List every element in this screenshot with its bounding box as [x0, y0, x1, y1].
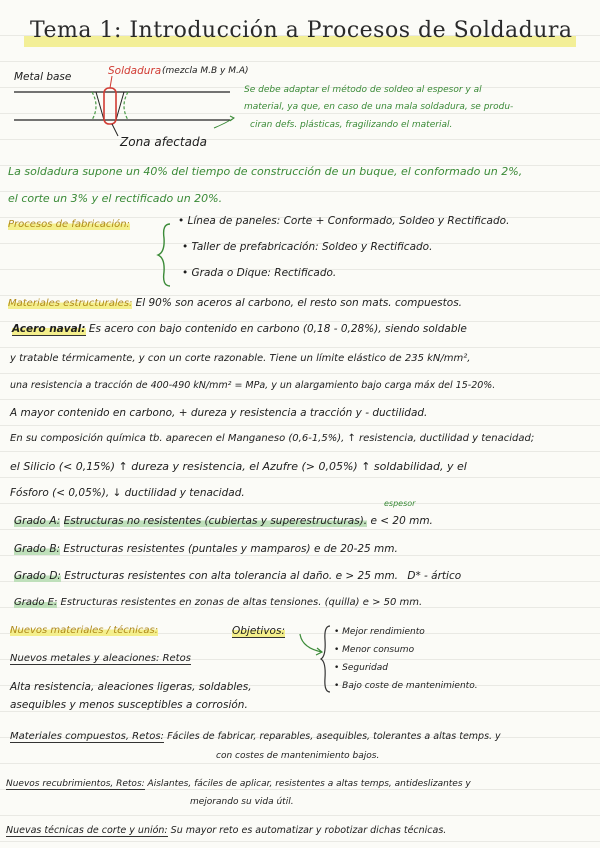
- mezcla-label: (mezcla M.B y M.A): [162, 66, 249, 76]
- procesos-heading: [8, 220, 130, 230]
- diagram-note-line-2: material, ya que, en caso de una mala soldadura, se produ-: [244, 102, 514, 112]
- objetivos-brace-icon: [320, 624, 334, 694]
- objetivo-3-text: Seguridad: [342, 663, 388, 673]
- objetivo-2-text: Menor consumo: [342, 645, 415, 655]
- soldadura-label: Soldadura: [108, 65, 162, 77]
- grado-b-text: Estructuras resistentes (puntales y mamparos) e de 20-25 mm.: [63, 543, 398, 555]
- metales-line-2: asequibles y menos susceptibles a corrosión.: [10, 699, 248, 711]
- corte-text: Su mayor reto es automatizar y robotizar dichas técnicas.: [170, 825, 447, 836]
- recubrimientos-heading: Nuevos recubrimientos, Retos:: [6, 779, 145, 789]
- proceso-item-3-text: Grada o Dique: Rectificado.: [191, 267, 337, 279]
- espesor-note: espesor: [384, 499, 416, 508]
- proceso-item-2: • Taller de prefabricación: Soldeo y Rectificado.: [182, 241, 433, 253]
- compuestos-heading: Materiales compuestos, Retos:: [10, 731, 164, 742]
- zona-afectada-label: Zona afectada: [120, 135, 207, 149]
- objetivo-4-text: Bajo coste de mantenimiento.: [342, 681, 478, 691]
- proceso-item-3: • Grada o Dique: Rectificado.: [182, 267, 337, 279]
- acero-line-6: el Silicio (< 0,15%) ↑ dureza y resistencia, el Azufre (> 0,05%) ↑ soldabilidad, y el: [10, 460, 467, 473]
- grado-e-text: Estructuras resistentes en zonas de altas tensiones. (quilla) e > 50 mm.: [60, 597, 423, 608]
- corte-row: [6, 826, 446, 836]
- compuestos-row: [10, 732, 501, 742]
- acero-line-3: una resistencia a tracción de 400-490 kN/mm² = MPa, y un alargamiento bajo carga máx del 15-20%.: [10, 380, 496, 391]
- materiales-heading-rest: El 90% son aceros al carbono, el resto son mats. compuestos.: [135, 297, 462, 309]
- materiales-heading: Materiales estructurales:: [8, 298, 133, 309]
- grado-a-extra: e < 20 mm.: [370, 515, 433, 527]
- materiales-heading-row: [8, 298, 462, 309]
- diagram-note-line-1: Se debe adaptar el método de soldeo al espesor y al: [244, 85, 482, 95]
- recubrimientos-line-2: mejorando su vida útil.: [190, 797, 294, 807]
- grado-b-row: [14, 544, 398, 555]
- grado-d-text: Estructuras resistentes con alta tolerancia al daño. e > 25 mm.: [64, 570, 399, 582]
- grado-a-label: Grado A:: [14, 515, 61, 527]
- objetivo-4: • Bajo coste de mantenimiento.: [334, 681, 478, 691]
- acero-line-2: y tratable térmicamente, y con un corte razonable. Tiene un límite elástico de 235 kN/mm²,: [10, 353, 471, 364]
- metales-heading: Nuevos metales y aleaciones: Retos: [10, 653, 191, 664]
- compuestos-line-2: con costes de mantenimiento bajos.: [216, 751, 380, 761]
- grado-a-row: [14, 516, 433, 527]
- page-title: Tema 1: Introducción a Procesos de Soldadura: [30, 18, 573, 43]
- metales-line-1: Alta resistencia, aleaciones ligeras, soldables,: [10, 681, 252, 693]
- grado-d-extra: D* - ártico: [407, 570, 462, 582]
- objetivo-3: • Seguridad: [334, 663, 388, 673]
- grado-a-text: Estructuras no resistentes (cubiertas y superestructuras).: [63, 515, 368, 527]
- proceso-item-1: • Línea de paneles: Corte + Conformado, Soldeo y Rectificado.: [178, 215, 510, 227]
- grado-b-label: Grado B:: [14, 543, 61, 555]
- grado-d-row: [14, 571, 461, 582]
- acero-line-1: Es acero con bajo contenido en carbono (0,18 - 0,28%), siendo soldable: [88, 323, 467, 335]
- objetivo-2: • Menor consumo: [334, 645, 415, 655]
- acero-label: Acero naval:: [12, 323, 86, 335]
- nuevos-heading-row: [10, 626, 158, 636]
- acero-line-4: A mayor contenido en carbono, + dureza y resistencia a tracción y - ductilidad.: [10, 407, 428, 419]
- grado-d-label: Grado D:: [14, 570, 61, 582]
- objetivo-1-text: Mejor rendimiento: [342, 627, 425, 637]
- procesos-heading-text: Procesos de fabricación:: [8, 219, 130, 230]
- acero-line-7: Fósforo (< 0,05%), ↓ ductilidad y tenacidad.: [10, 487, 245, 499]
- objetivo-1: • Mejor rendimiento: [334, 627, 425, 637]
- proceso-item-2-text: Taller de prefabricación: Soldeo y Rectificado.: [191, 241, 433, 253]
- nuevos-heading: Nuevos materiales / técnicas:: [10, 625, 159, 636]
- grado-e-row: [14, 598, 422, 608]
- brace-icon: [156, 222, 176, 288]
- grado-e-label: Grado E:: [14, 597, 58, 608]
- acero-line-5: En su composición química tb. aparecen el Manganeso (0,6-1,5%), ↑ resistencia, ductilidad y tenacidad;: [10, 433, 535, 444]
- objetivos-label: Objetivos:: [232, 625, 285, 637]
- recubrimientos-row: [6, 780, 471, 789]
- intro-line-2: el corte un 3% y el rectificado un 20%.: [8, 192, 223, 205]
- compuestos-line-1: Fáciles de fabricar, reparables, asequibles, tolerantes a altas temps. y: [167, 731, 501, 742]
- recubrimientos-line-1: Aislantes, fáciles de aplicar, resistentes a altas temps, antideslizantes y: [147, 779, 471, 789]
- intro-line-1: La soldadura supone un 40% del tiempo de construcción de un buque, el conformado un 2%,: [8, 165, 523, 178]
- metal-base-label: Metal base: [14, 71, 72, 83]
- acero-row: [12, 324, 467, 335]
- objetivos-label-row: [232, 626, 285, 637]
- diagram-note-line-3: ciran defs. plásticas, fragilizando el material.: [250, 120, 453, 130]
- corte-heading: Nuevas técnicas de corte y unión:: [6, 825, 168, 836]
- metales-heading-row: [10, 654, 191, 664]
- proceso-item-1-text: Línea de paneles: Corte + Conformado, Soldeo y Rectificado.: [187, 215, 510, 227]
